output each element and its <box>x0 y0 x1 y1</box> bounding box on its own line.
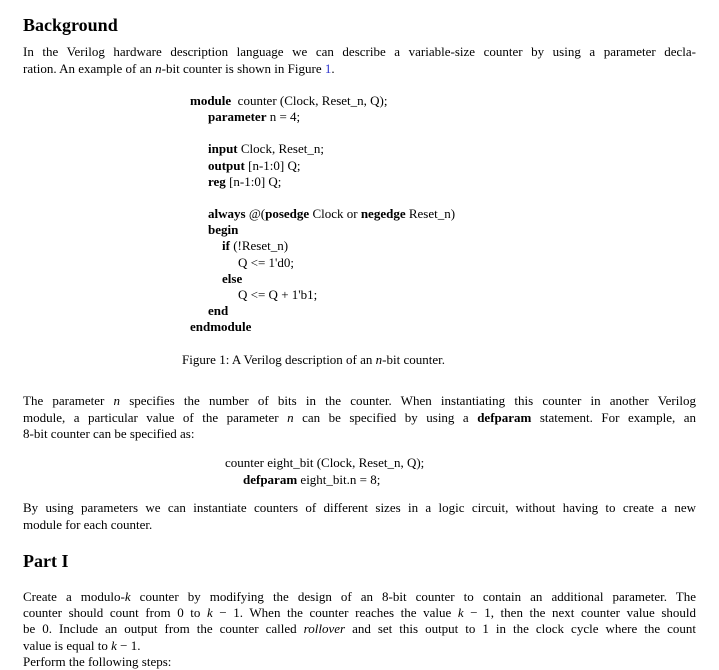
figure1-caption <box>182 351 445 368</box>
text-segment: begin <box>208 222 239 238</box>
paragraph-line <box>23 410 696 427</box>
text-segment: − 1. <box>116 637 141 653</box>
text-segment: The parameter <box>23 393 114 408</box>
text-segment: n <box>375 352 383 367</box>
paragraph-defparam <box>23 393 696 443</box>
code-line <box>190 287 455 303</box>
text-segment: n <box>113 393 121 408</box>
code-line <box>190 319 455 335</box>
paragraph-line <box>23 621 696 637</box>
code-line <box>190 158 455 174</box>
text-segment: value is equal to <box>23 637 112 653</box>
text-segment: -bit counter. <box>382 352 445 367</box>
text-segment: counter by modifying the design of an 8-bit counter to contain an additional parameter. The <box>130 589 696 604</box>
paragraph-intro <box>23 44 696 77</box>
section-heading-background: Background <box>23 15 118 35</box>
defparam-code-snippet <box>225 455 424 488</box>
text-segment: reg <box>208 173 226 189</box>
text-segment: 8-bit counter can be specified as: <box>23 426 195 441</box>
text-segment: ration. An example of an <box>23 60 156 76</box>
paragraph-line <box>23 605 696 621</box>
text-segment: specifies the number of bits in the counter. When instantiating this counter in another Verilog <box>120 393 696 408</box>
paragraph-line <box>23 517 696 534</box>
text-segment: By using parameters we can instantiate counters of different sizes in a logic circuit, without having to create a new <box>23 500 696 515</box>
text-segment: endmodule <box>190 319 252 335</box>
paragraph-line <box>23 393 696 410</box>
caption-line <box>182 351 445 368</box>
text-segment: k <box>111 637 117 653</box>
text-segment: k <box>457 605 464 621</box>
paragraph-line <box>23 589 696 605</box>
text-segment: counter eight_bit (Clock, Reset_n, Q); <box>225 455 425 470</box>
figure1-link[interactable]: 1 <box>324 60 332 76</box>
text-segment: be 0. Include an output from the counter called <box>23 621 304 637</box>
code-line <box>190 141 455 157</box>
code-line <box>190 238 455 254</box>
paragraph-line <box>23 638 696 654</box>
text-segment: statement. For example, an <box>531 409 696 425</box>
text-segment: module for each counter. <box>23 516 153 532</box>
text-segment: (!Reset_n) <box>229 238 289 254</box>
code-line <box>190 303 455 319</box>
text-segment: Reset_n) <box>405 206 456 222</box>
blank-line <box>190 125 455 141</box>
text-segment: can be specified by using a <box>293 409 478 425</box>
text-segment: − 1. When the counter reaches the value <box>212 605 458 621</box>
text-segment: Clock, Reset_n; <box>237 141 324 157</box>
paragraph-line <box>23 44 696 61</box>
text-segment: [n-1:0] Q; <box>244 157 301 173</box>
text-segment: . <box>331 60 335 76</box>
text-segment: -bit counter is shown in Figure <box>161 60 325 76</box>
text-segment: n = 4; <box>266 109 301 125</box>
paragraph-line <box>23 654 696 670</box>
text-segment: defparam <box>477 409 532 425</box>
text-segment: Q <= 1'd0; <box>238 254 295 270</box>
text-segment: output <box>208 157 245 173</box>
text-segment: In the Verilog hardware description language we can describe a variable-size counter by using a parameter decla- <box>23 44 696 59</box>
text-segment: defparam <box>243 471 298 487</box>
paragraph-part1-task <box>23 589 696 670</box>
text-segment: always <box>208 206 246 222</box>
text-segment: − 1, then the next counter value should <box>463 605 696 621</box>
text-segment: and set this output to 1 in the clock cycle where the count <box>345 621 696 637</box>
figure1-code-listing <box>190 93 455 335</box>
code-line <box>190 271 455 287</box>
text-segment: @( <box>245 206 266 222</box>
text-segment: counter should count from 0 to <box>23 605 207 621</box>
text-segment: n <box>155 60 162 76</box>
blank-line <box>190 190 455 206</box>
code-line <box>225 455 424 472</box>
text-segment: negedge <box>360 206 406 222</box>
text-segment: Figure 1: A Verilog description of an <box>182 352 376 367</box>
text-segment: if <box>222 238 230 254</box>
text-segment: counter (Clock, Reset_n, Q); <box>231 93 388 108</box>
paragraph-line <box>23 500 696 517</box>
text-segment: Create a modulo- <box>23 589 125 604</box>
text-segment: Q <= Q + 1'b1; <box>238 286 318 302</box>
text-segment: module <box>190 93 232 108</box>
code-line <box>190 109 455 125</box>
paragraph-line <box>23 61 696 78</box>
section-heading-part1: Part I <box>23 551 69 571</box>
text-segment: k <box>207 605 213 621</box>
paragraph-closing <box>23 500 696 533</box>
text-segment: [n-1:0] Q; <box>225 173 282 189</box>
code-line <box>190 174 455 190</box>
text-segment: input <box>208 141 238 157</box>
text-segment: end <box>208 303 229 319</box>
code-line <box>190 206 455 222</box>
text-segment: k <box>124 589 131 604</box>
text-segment: parameter <box>208 109 267 125</box>
code-line <box>190 222 455 238</box>
text-segment: rollover <box>303 621 346 637</box>
text-segment: n <box>287 409 294 425</box>
paragraph-line <box>23 426 696 443</box>
text-segment: else <box>222 270 243 286</box>
text-segment: Perform the following steps: <box>23 653 172 669</box>
text-segment: module, a particular value of the parameter <box>23 409 288 425</box>
text-segment: posedge <box>265 206 310 222</box>
text-segment: Clock or <box>309 206 361 222</box>
code-line <box>190 93 455 109</box>
code-line <box>225 472 424 489</box>
code-line <box>190 255 455 271</box>
text-segment: eight_bit.n = 8; <box>297 471 381 487</box>
